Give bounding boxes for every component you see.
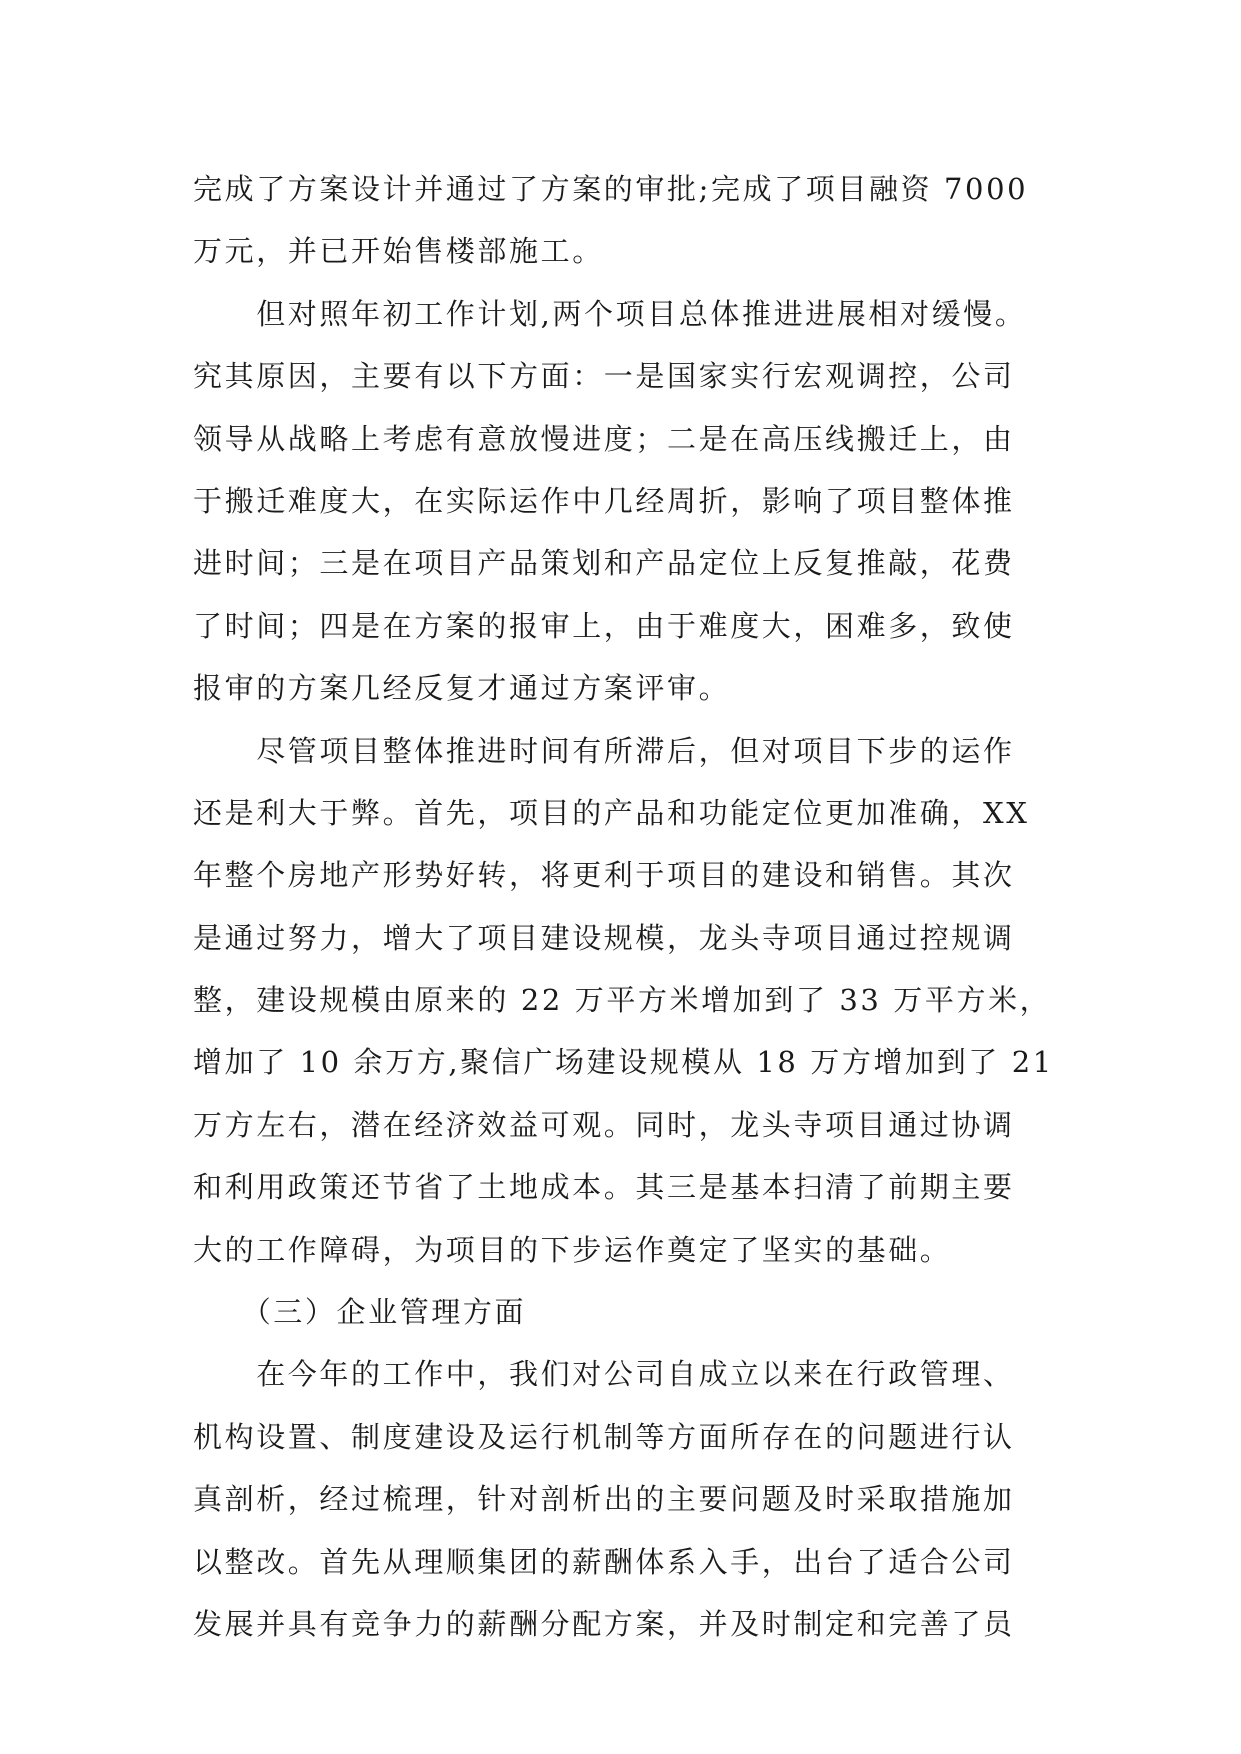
text-line: 报审的方案几经反复才通过方案评审。: [193, 671, 731, 706]
text-line: 万方左右，潜在经济效益可观。同时，龙头寺项目通过协调: [193, 1107, 1015, 1142]
text-line: 领导从战略上考虑有意放慢进度；二是在高压线搬迁上，由: [193, 421, 1015, 456]
text-line: 尽管项目整体推进时间有所滞后，但对项目下步的运作: [193, 733, 1015, 768]
text-line: 进时间；三是在项目产品策划和产品定位上反复推敲，花费: [193, 546, 1015, 581]
text-line: 增加了 10 余万方,聚信广场建设规模从 18 万方增加到了 21: [193, 1045, 1054, 1080]
text-line: 在今年的工作中，我们对公司自成立以来在行政管理、: [193, 1357, 1015, 1392]
text-line: 和利用政策还节省了土地成本。其三是基本扫清了前期主要: [193, 1170, 1015, 1205]
text-line: 机构设置、制度建设及运行机制等方面所存在的问题进行认: [193, 1419, 1015, 1454]
text-line: 万元，并已开始售楼部施工。: [193, 234, 604, 269]
text-line: 以整改。首先从理顺集团的薪酬体系入手，出台了适合公司: [193, 1544, 1015, 1579]
text-line: 于搬迁难度大，在实际运作中几经周折，影响了项目整体推: [193, 483, 1015, 518]
text-line: 大的工作障碍，为项目的下步运作奠定了坚实的基础。: [193, 1232, 952, 1267]
text-line: 真剖析，经过梳理，针对剖析出的主要问题及时采取措施加: [193, 1482, 1015, 1517]
text-line: 还是利大于弊。首先，项目的产品和功能定位更加准确，XX: [193, 795, 1030, 830]
text-line: 是通过努力，增大了项目建设规模，龙头寺项目通过控规调: [193, 920, 1015, 955]
text-line: 了时间；四是在方案的报审上，由于难度大，困难多，致使: [193, 608, 1015, 643]
section-heading: （三）企业管理方面: [193, 1295, 527, 1330]
text-line: 年整个房地产形势好转，将更利于项目的建设和销售。其次: [193, 858, 1015, 893]
text-line: 完成了方案设计并通过了方案的审批;完成了项目融资 7000: [193, 172, 1029, 206]
text-line: 究其原因，主要有以下方面：一是国家实行宏观调控，公司: [193, 359, 1015, 394]
text-line: 发展并具有竞争力的薪酬分配方案，并及时制定和完善了员: [193, 1606, 1015, 1641]
text-line: 整，建设规模由原来的 22 万平方米增加到了 33 万平方米，: [193, 983, 1052, 1018]
text-line: 但对照年初工作计划,两个项目总体推进进展相对缓慢。: [193, 296, 1027, 331]
body-text: [193, 158, 1053, 1655]
